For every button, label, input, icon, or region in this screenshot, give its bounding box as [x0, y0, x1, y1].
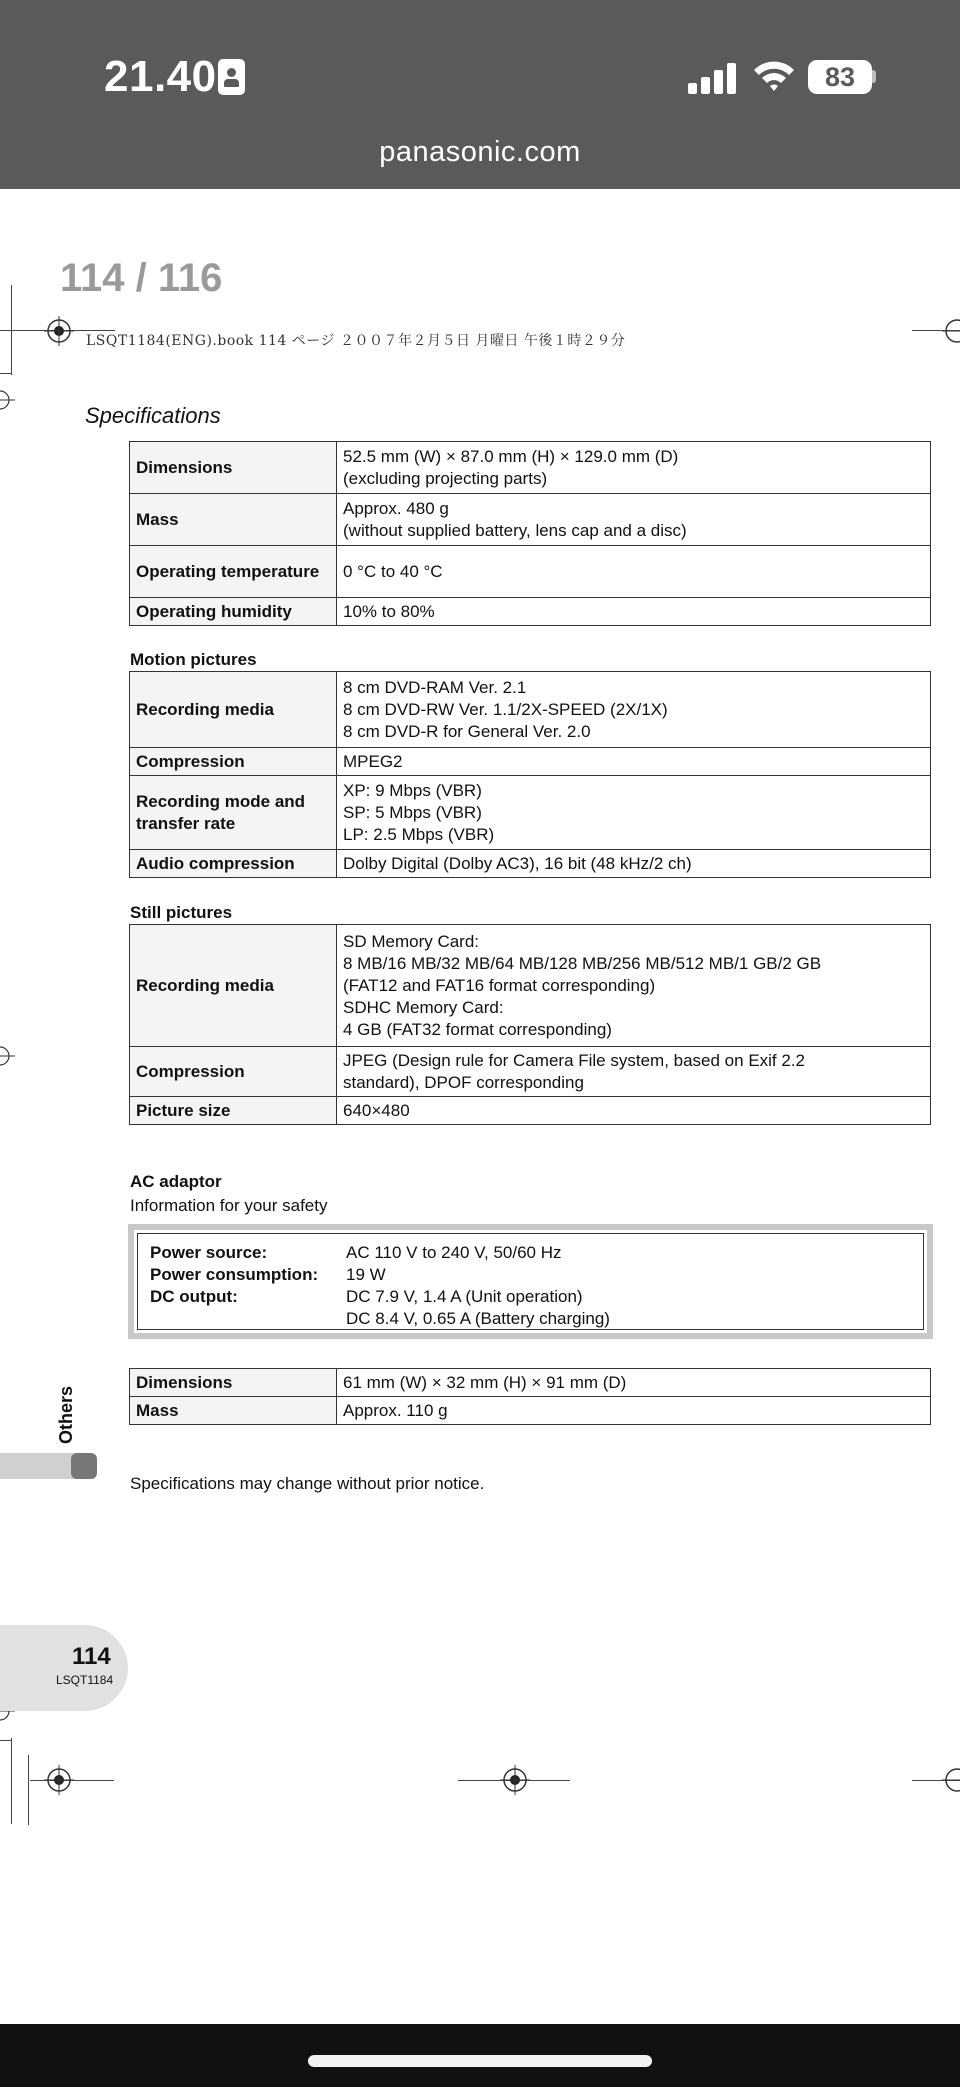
spec-value: Dolby Digital (Dolby AC3), 16 bit (48 kHz/2 ch)	[337, 850, 931, 878]
spec-value: Approx. 110 g	[337, 1397, 931, 1425]
spec-value: 52.5 mm (W) × 87.0 mm (H) × 129.0 mm (D) (excluding projecting parts)	[337, 442, 931, 494]
power-source-row: Power source: AC 110 V to 240 V, 50/60 Hz	[150, 1243, 562, 1262]
table-row	[130, 442, 931, 494]
motion-pictures-table	[129, 671, 931, 878]
spec-value: XP: 9 Mbps (VBR) SP: 5 Mbps (VBR) LP: 2.5 Mbps (VBR)	[337, 776, 931, 850]
general-specs-table	[129, 441, 931, 626]
spec-value: 61 mm (W) × 32 mm (H) × 91 mm (D)	[337, 1369, 931, 1397]
status-time: 21.40	[104, 52, 217, 101]
registration-mark-icon	[44, 1765, 74, 1795]
table-row	[130, 1369, 931, 1397]
crop-mark	[0, 1740, 12, 1741]
table-row	[130, 748, 931, 776]
table-row	[130, 1047, 931, 1097]
table-row	[130, 546, 931, 598]
table-row	[130, 1397, 931, 1425]
spec-label: Recording media	[130, 672, 337, 748]
home-indicator[interactable]	[308, 2055, 652, 2067]
registration-mark-icon	[0, 1041, 15, 1071]
spec-label: Compression	[130, 748, 337, 776]
spec-label: Dimensions	[130, 1369, 337, 1397]
registration-mark-icon	[942, 316, 960, 346]
dc-output-row: DC output: DC 7.9 V, 1.4 A (Unit operation)	[150, 1287, 583, 1306]
wifi-icon	[752, 58, 796, 94]
spec-value: Approx. 480 g (without supplied battery, lens cap and a disc)	[337, 494, 931, 546]
registration-mark-icon	[0, 385, 15, 415]
page-number-badge	[0, 1625, 128, 1711]
spec-value: 10% to 80%	[337, 598, 931, 626]
still-pictures-table	[129, 924, 931, 1125]
spec-label: Mass	[130, 494, 337, 546]
ac-adaptor-safety-box	[128, 1224, 933, 1339]
page-code: LSQT1184	[56, 1673, 114, 1687]
spec-value: JPEG (Design rule for Camera File system, based on Exif 2.2 standard), DPOF corresponding	[337, 1047, 931, 1097]
spec-value: MPEG2	[337, 748, 931, 776]
spec-value: 8 cm DVD-RAM Ver. 2.1 8 cm DVD-RW Ver. 1.1/2X-SPEED (2X/1X) 8 cm DVD-R for General Ver. 2.0	[337, 672, 931, 748]
table-row	[130, 850, 931, 878]
spec-label: Compression	[130, 1047, 337, 1097]
status-bar	[0, 0, 960, 189]
spec-label: Dimensions	[130, 442, 337, 494]
table-row	[130, 776, 931, 850]
spec-label: Picture size	[130, 1097, 337, 1125]
ac-adaptor-table	[129, 1368, 931, 1425]
battery-icon	[872, 70, 876, 83]
table-row	[130, 494, 931, 546]
section-title: Specifications	[85, 403, 221, 428]
registration-mark-icon	[942, 1765, 960, 1795]
battery-level: 83	[808, 60, 872, 94]
registration-mark-icon	[500, 1765, 530, 1795]
spec-label: Operating temperature	[130, 546, 337, 598]
book-info-line: LSQT1184(ENG).book 114 ページ ２００７年２月５日 月曜日 午後１時２９分	[86, 333, 626, 349]
crop-mark	[28, 1755, 29, 1825]
spec-value: SD Memory Card: 8 MB/16 MB/32 MB/64 MB/128 MB/256 MB/512 MB/1 GB/2 GB (FAT12 and FAT16 format corresponding) SDHC Memory Card: 4 GB (FAT32 format corresponding)	[337, 925, 931, 1047]
address-bar[interactable]: panasonic.com	[379, 136, 581, 168]
ac-adaptor-subheading: Information for your safety	[130, 1196, 328, 1215]
table-row	[130, 925, 931, 1047]
crop-mark	[0, 373, 12, 374]
motion-pictures-heading: Motion pictures	[130, 650, 257, 669]
registration-mark-icon	[44, 316, 74, 346]
spec-label: Recording mode and transfer rate	[130, 776, 337, 850]
contact-card-icon	[218, 59, 245, 95]
crop-mark	[912, 330, 960, 331]
page-counter: 114 / 116	[60, 256, 223, 300]
side-tab-marker	[0, 1453, 97, 1479]
dc-output-row-2: DC 8.4 V, 0.65 A (Battery charging)	[346, 1309, 610, 1328]
power-consumption-row: Power consumption: 19 W	[150, 1265, 386, 1284]
crop-mark	[11, 1738, 12, 1824]
table-row	[130, 598, 931, 626]
spec-label: Recording media	[130, 925, 337, 1047]
still-pictures-heading: Still pictures	[130, 903, 233, 922]
spec-value: 640×480	[337, 1097, 931, 1125]
page-number: 114	[72, 1643, 111, 1670]
spec-value: 0 °C to 40 °C	[337, 546, 931, 598]
cellular-signal-icon	[688, 62, 738, 94]
spec-label: Mass	[130, 1397, 337, 1425]
table-row	[130, 672, 931, 748]
side-tab-others: Others	[56, 1385, 76, 1444]
ac-adaptor-heading: AC adaptor	[130, 1172, 222, 1191]
spec-label: Operating humidity	[130, 598, 337, 626]
table-row	[130, 1097, 931, 1125]
specifications-note: Specifications may change without prior notice.	[130, 1474, 485, 1493]
spec-label: Audio compression	[130, 850, 337, 878]
